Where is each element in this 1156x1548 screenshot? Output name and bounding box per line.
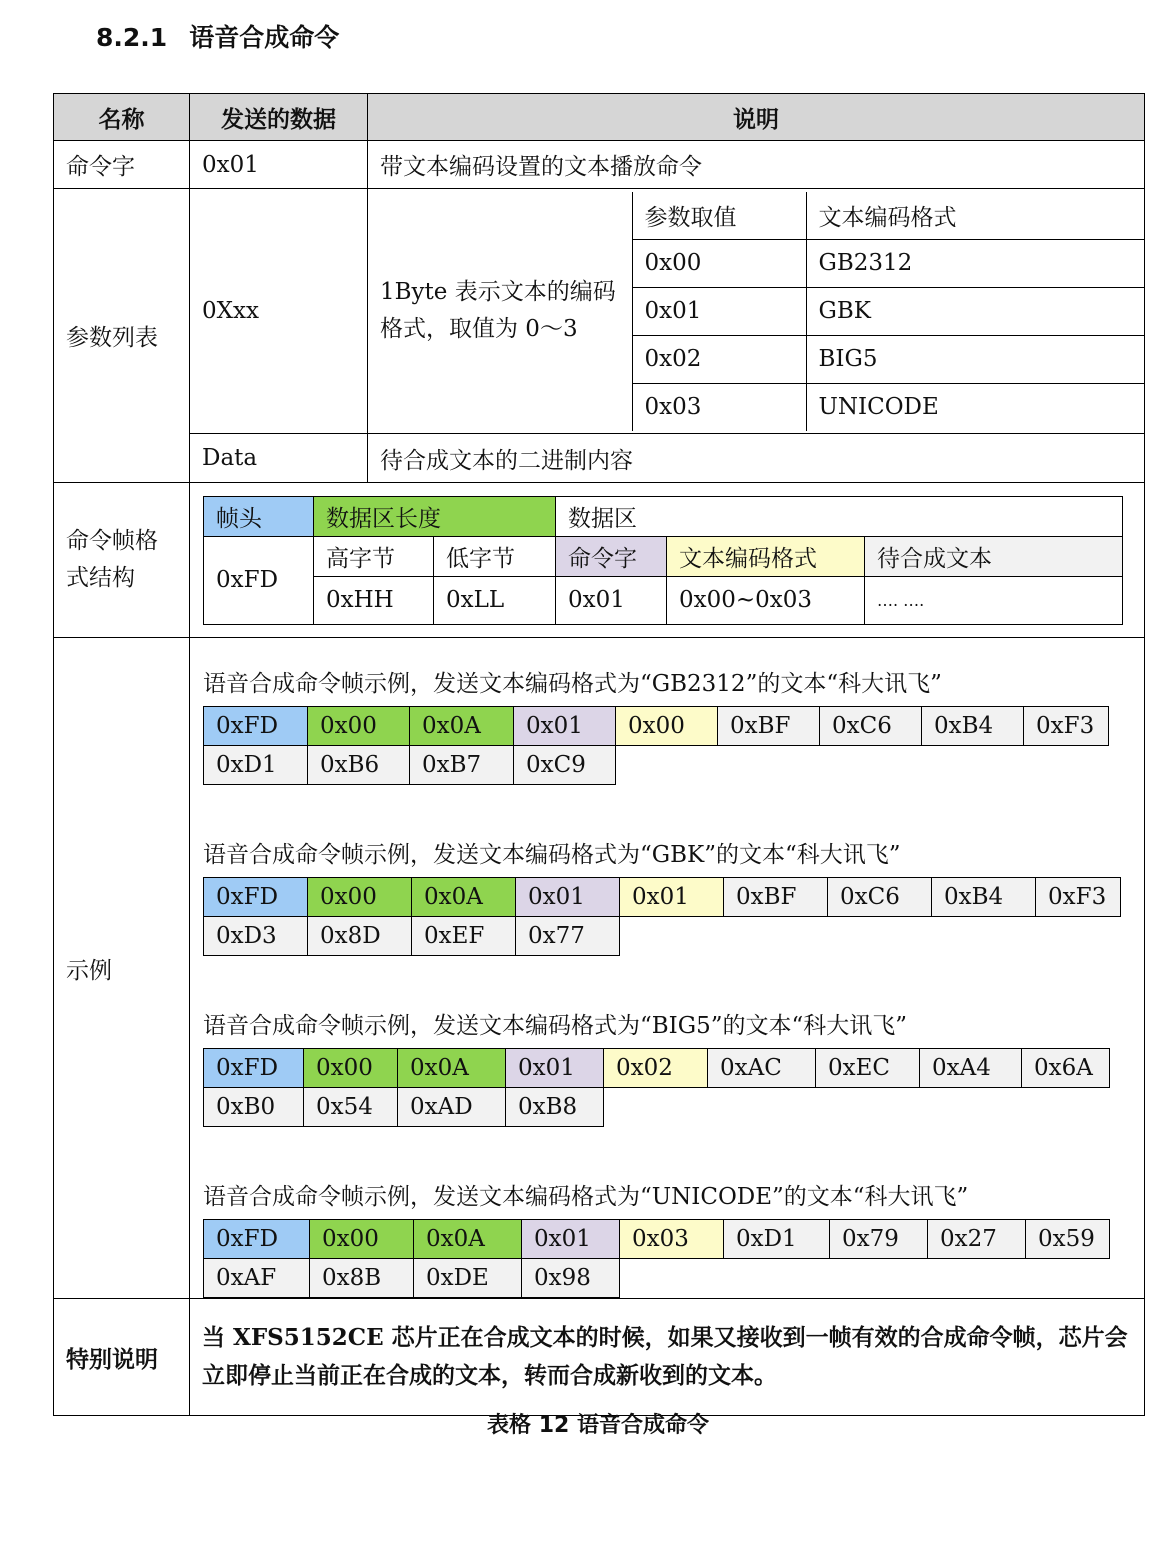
byte-cell: 0x00 — [308, 878, 412, 917]
byte-cell: 0xBF — [724, 878, 828, 917]
byte-cell: 0xFD — [204, 1049, 304, 1088]
byte-cell: 0x0A — [414, 1220, 522, 1259]
byte-cell: 0x00 — [616, 707, 718, 746]
frame-hi-label: 高字节 — [314, 536, 434, 576]
byte-cell: 0xB4 — [922, 707, 1024, 746]
byte-cell: 0x6A — [1022, 1049, 1110, 1088]
frame-lo-value: 0xLL — [434, 576, 556, 624]
data-row — [54, 434, 1145, 483]
example-byte-table — [203, 1048, 1110, 1127]
byte-cell: 0x01 — [506, 1049, 604, 1088]
byte-cell: 0x01 — [514, 707, 616, 746]
example-byte-table — [203, 706, 1109, 785]
note-name: 特别说明 — [54, 1299, 190, 1416]
enc-value: GBK — [806, 287, 1144, 335]
byte-cell: 0x54 — [304, 1088, 398, 1127]
byte-cell: 0xAF — [204, 1259, 310, 1298]
empty-cell — [604, 1088, 1110, 1127]
frame-structure-row — [54, 483, 1145, 638]
byte-cell: 0x00 — [310, 1220, 414, 1259]
header-desc: 说明 — [368, 94, 1145, 141]
table-header-row — [54, 94, 1145, 141]
byte-cell: 0xB8 — [506, 1088, 604, 1127]
byte-cell: 0x27 — [928, 1220, 1026, 1259]
header-name: 名称 — [54, 94, 190, 141]
frame-fmt-value: 0x00~0x03 — [667, 576, 865, 624]
empty-cell — [616, 746, 1109, 785]
example-title: 语音合成命令帧示例，发送文本编码格式为“GB2312”的文本“科大讯飞” — [203, 671, 942, 697]
cmd-value: 0x01 — [190, 141, 368, 189]
byte-cell: 0x01 — [522, 1220, 620, 1259]
section-title: 语音合成命令 — [189, 23, 340, 52]
command-table — [53, 93, 1145, 1416]
byte-cell: 0xF3 — [1036, 878, 1121, 917]
enc-value: BIG5 — [806, 335, 1144, 383]
byte-cell: 0x03 — [620, 1220, 724, 1259]
enc-value: GB2312 — [806, 239, 1144, 287]
note-text: 当 XFS5152CE 芯片正在合成文本的时候，如果又接收到一帧有效的合成命令帧，芯片会立即停止当前正在合成的文本，转而合成新收到的文本。 — [190, 1299, 1145, 1416]
frame-lo-label: 低字节 — [434, 536, 556, 576]
byte-cell: 0x79 — [830, 1220, 928, 1259]
frame-name: 命令帧格式结构 — [54, 483, 190, 638]
special-note-row — [54, 1299, 1145, 1416]
empty-cell — [620, 1259, 1110, 1298]
example-title: 语音合成命令帧示例，发送文本编码格式为“BIG5”的文本“科大讯飞” — [203, 1013, 908, 1039]
frame-area-label: 数据区 — [556, 496, 1123, 536]
byte-cell: 0x0A — [410, 707, 514, 746]
byte-cell: 0xD1 — [204, 746, 308, 785]
byte-cell: 0x02 — [604, 1049, 708, 1088]
example-title: 语音合成命令帧示例，发送文本编码格式为“UNICODE”的文本“科大讯飞” — [203, 1184, 969, 1210]
data-desc: 待合成文本的二进制内容 — [368, 434, 1145, 483]
byte-cell: 0x00 — [304, 1049, 398, 1088]
byte-cell: 0xEF — [412, 917, 516, 956]
enc-key: 0x03 — [632, 383, 806, 431]
byte-cell: 0x59 — [1026, 1220, 1110, 1259]
byte-cell: 0x01 — [516, 878, 620, 917]
example-byte-table — [203, 877, 1121, 956]
byte-cell: 0xAD — [398, 1088, 506, 1127]
cmd-name: 命令字 — [54, 141, 190, 189]
frame-structure-table — [203, 496, 1123, 625]
param-row — [54, 189, 1145, 434]
byte-cell: 0x01 — [620, 878, 724, 917]
byte-cell: 0xC6 — [828, 878, 932, 917]
param-desc: 1Byte 表示文本的编码格式，取值为 0～3 — [368, 192, 632, 431]
byte-cell: 0xFD — [204, 707, 308, 746]
frame-cmd-value: 0x01 — [556, 576, 667, 624]
command-word-row — [54, 141, 1145, 189]
enc-header-value: 文本编码格式 — [806, 192, 1144, 240]
frame-head-label: 帧头 — [204, 496, 314, 536]
byte-cell: 0xFD — [204, 1220, 310, 1259]
byte-cell: 0xC6 — [820, 707, 922, 746]
byte-cell: 0xD1 — [724, 1220, 830, 1259]
byte-cell: 0xAC — [708, 1049, 816, 1088]
byte-cell: 0x77 — [516, 917, 620, 956]
encoding-table — [368, 192, 1144, 431]
byte-cell: 0xC9 — [514, 746, 616, 785]
byte-cell: 0xB0 — [204, 1088, 304, 1127]
byte-cell: 0xEC — [816, 1049, 920, 1088]
byte-cell: 0xDE — [414, 1259, 522, 1298]
frame-text-label: 待合成文本 — [865, 536, 1123, 576]
frame-len-label: 数据区长度 — [314, 496, 556, 536]
byte-cell: 0x0A — [398, 1049, 506, 1088]
byte-cell: 0x8D — [308, 917, 412, 956]
byte-cell: 0xF3 — [1024, 707, 1109, 746]
byte-cell: 0xFD — [204, 878, 308, 917]
enc-value: UNICODE — [806, 383, 1144, 431]
section-number: 8.2.1 — [96, 23, 168, 52]
frame-head-value: 0xFD — [204, 536, 314, 624]
enc-header-key: 参数取值 — [632, 192, 806, 240]
byte-cell: 0x98 — [522, 1259, 620, 1298]
param-name: 参数列表 — [54, 189, 190, 483]
byte-cell: 0x00 — [308, 707, 410, 746]
empty-cell — [620, 917, 1121, 956]
frame-fmt-label: 文本编码格式 — [667, 536, 865, 576]
byte-cell: 0xD3 — [204, 917, 308, 956]
byte-cell: 0xA4 — [920, 1049, 1022, 1088]
byte-cell: 0xBF — [718, 707, 820, 746]
table-caption: 表格 12 语音合成命令 — [487, 1413, 709, 1438]
enc-key: 0x01 — [632, 287, 806, 335]
example-byte-table — [203, 1219, 1110, 1298]
example-row — [54, 638, 1145, 1299]
frame-text-value: …. …. — [865, 576, 1123, 624]
example-title: 语音合成命令帧示例，发送文本编码格式为“GBK”的文本“科大讯飞” — [203, 842, 901, 868]
byte-cell: 0xB7 — [410, 746, 514, 785]
byte-cell: 0x8B — [310, 1259, 414, 1298]
frame-cmd-label: 命令字 — [556, 536, 667, 576]
examples-container — [190, 638, 1145, 1299]
header-data: 发送的数据 — [190, 94, 368, 141]
byte-cell: 0xB6 — [308, 746, 410, 785]
byte-cell: 0xB4 — [932, 878, 1036, 917]
enc-key: 0x02 — [632, 335, 806, 383]
section-heading — [96, 18, 339, 54]
example-name: 示例 — [54, 638, 190, 1299]
data-name: Data — [190, 434, 368, 483]
cmd-desc: 带文本编码设置的文本播放命令 — [368, 141, 1145, 189]
enc-key: 0x00 — [632, 239, 806, 287]
byte-cell: 0x0A — [412, 878, 516, 917]
param-value: 0Xxx — [190, 189, 368, 434]
frame-hi-value: 0xHH — [314, 576, 434, 624]
